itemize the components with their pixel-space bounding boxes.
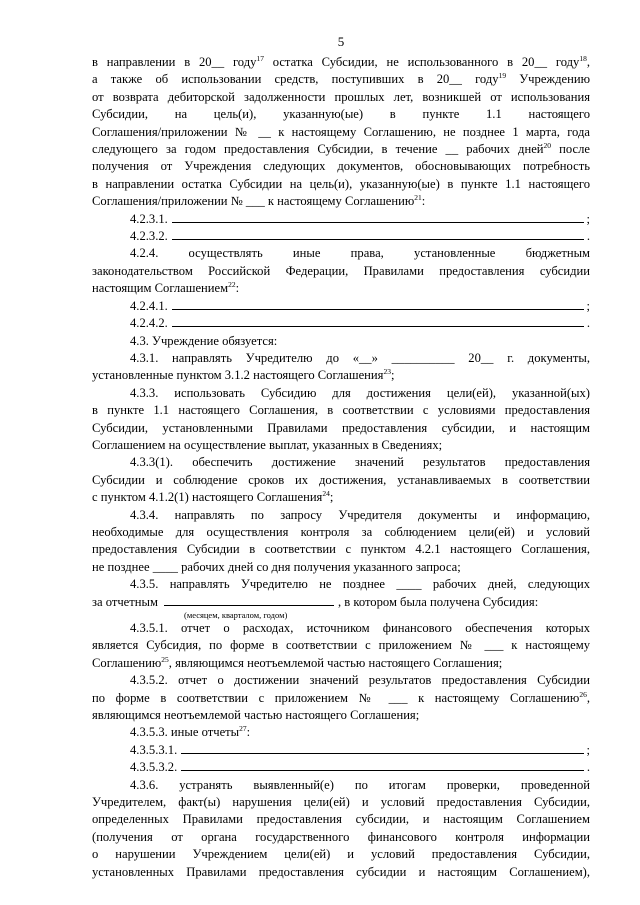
text-line: 4.3.4. направлять по запросу Учредителя документы и информацию,	[130, 507, 590, 522]
page-number: 5	[337, 34, 345, 49]
text-line: 4.3.5.2. отчет о достижении значений результатов предоставления Субсидии	[130, 673, 590, 688]
document-page	[92, 34, 590, 881]
text-line: 4.3.5. направлять Учредителю не позднее ____ рабочих дней, следующих	[130, 577, 590, 592]
text-line: с пунктом 4.1.2(1) настоящего Соглашения$^{24}$;	[92, 488, 334, 505]
text-line: о нарушении Учреждением цели(ей) и условий предоставления Субсидии,	[92, 847, 590, 862]
fill-line-4-2-3-1: 4.2.3.1. ;	[130, 211, 590, 226]
fill-line-4-2-4-2: 4.2.4.2. .	[130, 316, 590, 331]
text-line: Соглашением на осуществление выплат, указанных в Сведениях;	[92, 437, 443, 452]
text-line: Субсидии, установленными Правилами предоставления субсидии, и настоящим	[92, 420, 590, 435]
text-line: по форме в соответствии с приложением № ___ к настоящему Соглашению$^{26}$,	[92, 689, 590, 705]
text-line: (получения от органа государственного финансового контроля информации	[92, 829, 590, 844]
text-line: следующего за годом предоставления Субсидии, в течение __ рабочих дней$^{20}$ после	[92, 140, 591, 157]
text-line: является Субсидия, по форме в соответствии с приложением № ___ к настоящему	[92, 638, 590, 653]
text-line: от возврата дебиторской задолженности прошлых лет, возникшей от использования	[92, 89, 590, 104]
text-line: 4.3.6. устранять выявленный(е) по итогам проверки, проведенной	[130, 777, 590, 792]
text-line: настоящим Соглашением$^{22}$:	[92, 280, 240, 296]
text-line: Соглашению$^{25}$, являющимся неотъемлемой частью настоящего Соглашения;	[92, 654, 503, 670]
text-line: в направлении остатка Субсидии на цель(и), указанную(ые) в пункте 1.1 настоящего	[92, 176, 590, 191]
text-line: установленных Правилами предоставления субсидии и настоящим Соглашением),	[92, 864, 590, 879]
text-line: предоставления Субсидии в соответствии с пунктом 4.2.1 настоящего Соглашения,	[92, 542, 590, 557]
field-caption: (месяцем, кварталом, годом)	[184, 610, 288, 620]
text-line: а также об использовании средств, поступивших в 20__ году$^{19}$ Учреждению	[92, 71, 590, 87]
text-line: являющимся неотъемлемой частью настоящего Соглашения;	[92, 708, 420, 723]
section-heading: 4.3. Учреждение обязуется:	[130, 333, 278, 348]
text-line: в пункте 1.1 настоящего Соглашения, в соответствии с условиями предоставления	[92, 403, 590, 418]
fill-line-4-2-4-1: 4.2.4.1. ;	[130, 298, 590, 313]
text-line: законодательством Российской Федерации, Правилами предоставления субсидии	[92, 263, 590, 278]
text-line: получения от Учреждения следующих документов, обосновывающих потребность	[92, 159, 590, 174]
text-line: 4.2.4. осуществлять иные права, установленные бюджетным	[130, 246, 590, 261]
text-line: Субсидии, на цель(и), указанную(ые) в пункте 1.1 настоящего	[92, 107, 590, 122]
fill-line-4-3-5-3-1: 4.3.5.3.1. ;	[130, 742, 590, 757]
text-line: в направлении в 20__ году$^{17}$ остатка Субсидии, не использованного в 20__ году$^{18}$,	[92, 53, 590, 69]
text-line: 4.3.5.3. иные отчеты$^{27}$:	[130, 724, 251, 740]
fill-line-4-3-5-3-2: 4.3.5.3.2. .	[130, 760, 590, 775]
text-line: 4.3.3. использовать Субсидию для достижения цели(ей), указанной(ых)	[130, 385, 590, 400]
text-line: Субсидии и соблюдение сроков их достижения, устанавливаемых в соответствии	[92, 472, 590, 487]
text-line: 4.3.5.1. отчет о расходах, источником финансового обеспечения которых	[130, 621, 590, 635]
reporting-period-line: за отчетным , в котором была получена Субсидия:	[92, 594, 539, 609]
text-line: 4.3.1. направлять Учредителю до «__» __________ 20__ г. документы,	[130, 350, 590, 365]
text-line: установленные пунктом 3.1.2 настоящего Соглашения$^{23}$;	[92, 367, 395, 383]
text-line: Соглашения/приложении № __ к настоящему Соглашению, не позднее 1 марта, года	[92, 124, 590, 139]
text-line: 4.3.3(1). обеспечить достижение значений результатов предоставления	[130, 455, 590, 470]
text-line: не позднее ____ рабочих дней со дня получения указанного запроса;	[92, 559, 461, 574]
text-line: Учредителем, факт(ы) нарушения цели(ей) и условий предоставления Субсидии,	[92, 795, 590, 810]
fill-line-4-2-3-2: 4.2.3.2. .	[130, 229, 590, 244]
text-line: определенных Правилами предоставления субсидии, и настоящим Соглашением	[92, 812, 590, 827]
text-line: необходимые для осуществления контроля за соблюдением цели(ей) и условий	[92, 524, 590, 539]
text-line: Соглашения/приложении № ___ к настоящему Соглашению$^{21}$:	[92, 193, 426, 209]
